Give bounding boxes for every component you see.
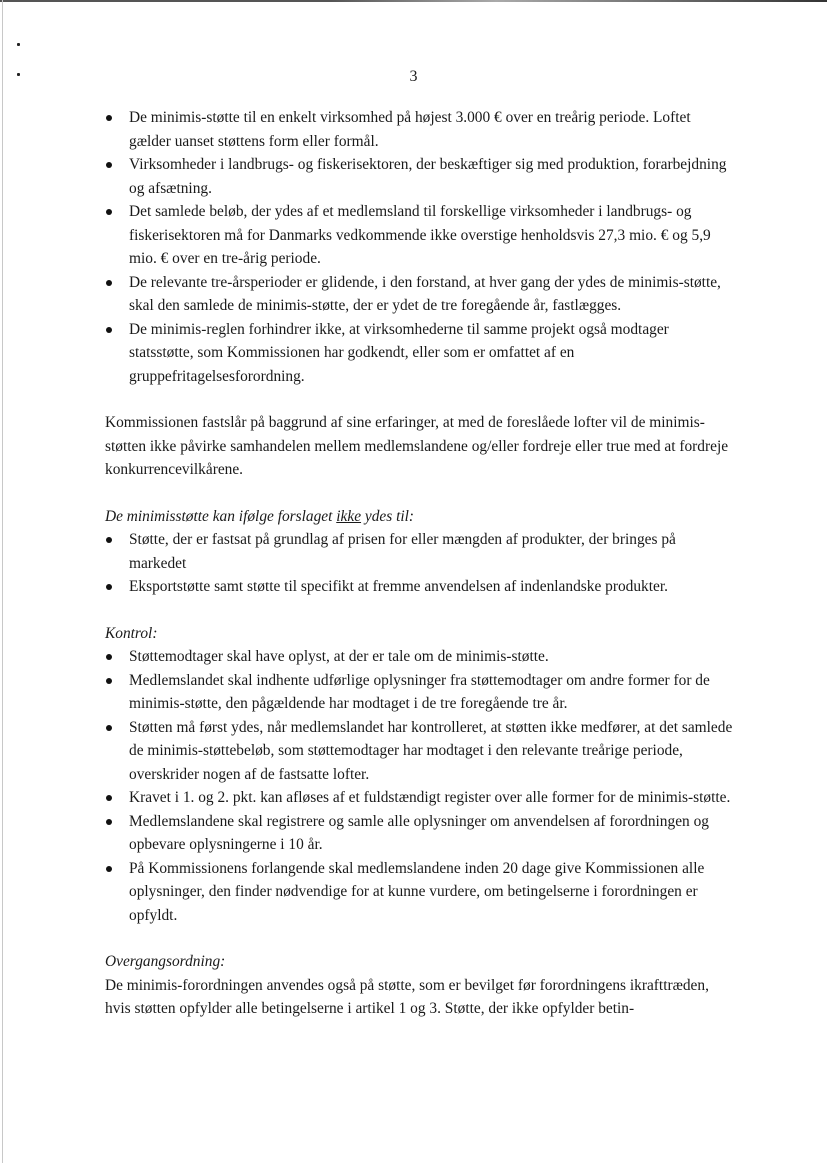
list-item: Støtten må først ydes, når medlemslandet har kontrolleret, at støtten ikke medfører, at det samlede de minimis-støttebeløb, som støttemodtager har modtaget i den relevante treårige periode, overskrider nogen af de fastsatte lofter. xyxy=(105,716,735,787)
bullet-icon xyxy=(106,209,112,215)
bullet-icon xyxy=(106,819,112,825)
list-item: På Kommissionens forlangende skal medlemslandene inden 20 dage give Kommissionen alle oplysninger, den finder nødvendige for at kunne vurdere, om betingelserne i forordningen er opfyldt. xyxy=(105,857,735,928)
bullet-icon xyxy=(106,795,112,801)
list-item: Medlemslandene skal registrere og samle alle oplysninger om anvendelsen af forordningen og opbevare oplysningerne i 10 år. xyxy=(105,810,735,857)
bullet-icon xyxy=(106,654,112,660)
page-number: 3 xyxy=(409,68,418,85)
list-item: Medlemslandet skal indhente udførlige oplysninger fra støttemodtager om andre former for de minimis-støtte, den pågældende har modtaget i de tre foregående tre år. xyxy=(105,669,735,716)
list-item: Virksomheder i landbrugs- og fiskerisektoren, der beskæftiger sig med produktion, forarbejdning og afsætning. xyxy=(105,153,735,200)
scan-left-edge xyxy=(2,0,3,1163)
section1-bullet-list xyxy=(105,106,735,388)
bullet-icon xyxy=(106,327,112,333)
bullet-icon xyxy=(106,537,112,543)
section-heading-kontrol: Kontrol: xyxy=(105,624,158,642)
paragraph-overgangsordning: De minimis-forordningen anvendes også på støtte, som er bevilget før forordningens ikrafttræden, hvis støtten opfylder alle betingelserne i artikel 1 og 3. Støtte, der ikke opfylder betin- xyxy=(105,976,709,1017)
list-item: De relevante tre-årsperioder er glidende, i den forstand, at hver gang der ydes de minimis-støtte, skal den samlede de minimis-støtte, der er ydet de tre foregående år, fastlægges. xyxy=(105,271,735,318)
scan-speck xyxy=(17,43,20,46)
section-heading-ikke-ydes: De minimisstøtte kan ifølge forslaget ikke ydes til: xyxy=(105,507,415,525)
list-item: Kravet i 1. og 2. pkt. kan afløses af et fuldstændigt register over alle former for de minimis-støtte. xyxy=(105,786,735,810)
section3-bullet-list xyxy=(105,645,735,927)
list-item: Støtte, der er fastsat på grundlag af prisen for eller mængden af produkter, der bringes på markedet xyxy=(105,528,735,575)
bullet-icon xyxy=(106,115,112,121)
list-item: De minimis-støtte til en enkelt virksomhed på højest 3.000 € over en treårig periode. Loftet gælder uanset støttens form eller formål. xyxy=(105,106,735,153)
list-item: Støttemodtager skal have oplyst, at der er tale om de minimis-støtte. xyxy=(105,645,735,669)
section2-bullet-list xyxy=(105,528,735,599)
bullet-icon xyxy=(106,866,112,872)
list-item: De minimis-reglen forhindrer ikke, at virksomhederne til samme projekt også modtager statsstøtte, som Kommissionen har godkendt, eller som er omfattet af en gruppefritagelsesforordning. xyxy=(105,318,735,389)
underlined-word: ikke xyxy=(336,507,362,525)
bullet-icon xyxy=(106,162,112,168)
bullet-icon xyxy=(106,678,112,684)
list-item: Det samlede beløb, der ydes af et medlemsland til forskellige virksomheder i landbrugs- og fiskerisektoren må for Danmarks vedkommende ikke overstige henholdsvis 27,3 mio. € og 5,9 mio. € over en tre-årig periode. xyxy=(105,200,735,271)
bullet-icon xyxy=(106,584,112,590)
paragraph-kommissionen: Kommissionen fastslår på baggrund af sine erfaringer, at med de foreslåede lofter vil de minimis-støtten ikke påvirke samhandelen mellem medlemslandene og/eller fordreje eller true med at fordreje konkurrencevilkårene. xyxy=(105,414,729,478)
list-item: Eksportstøtte samt støtte til specifikt at fremme anvendelsen af indenlandske produkter. xyxy=(105,575,735,599)
bullet-icon xyxy=(106,280,112,286)
section-heading-overgangsordning: Overgangsordning: xyxy=(105,953,226,970)
document-body xyxy=(105,106,735,1021)
bullet-icon xyxy=(106,725,112,731)
scan-top-edge xyxy=(0,0,827,2)
